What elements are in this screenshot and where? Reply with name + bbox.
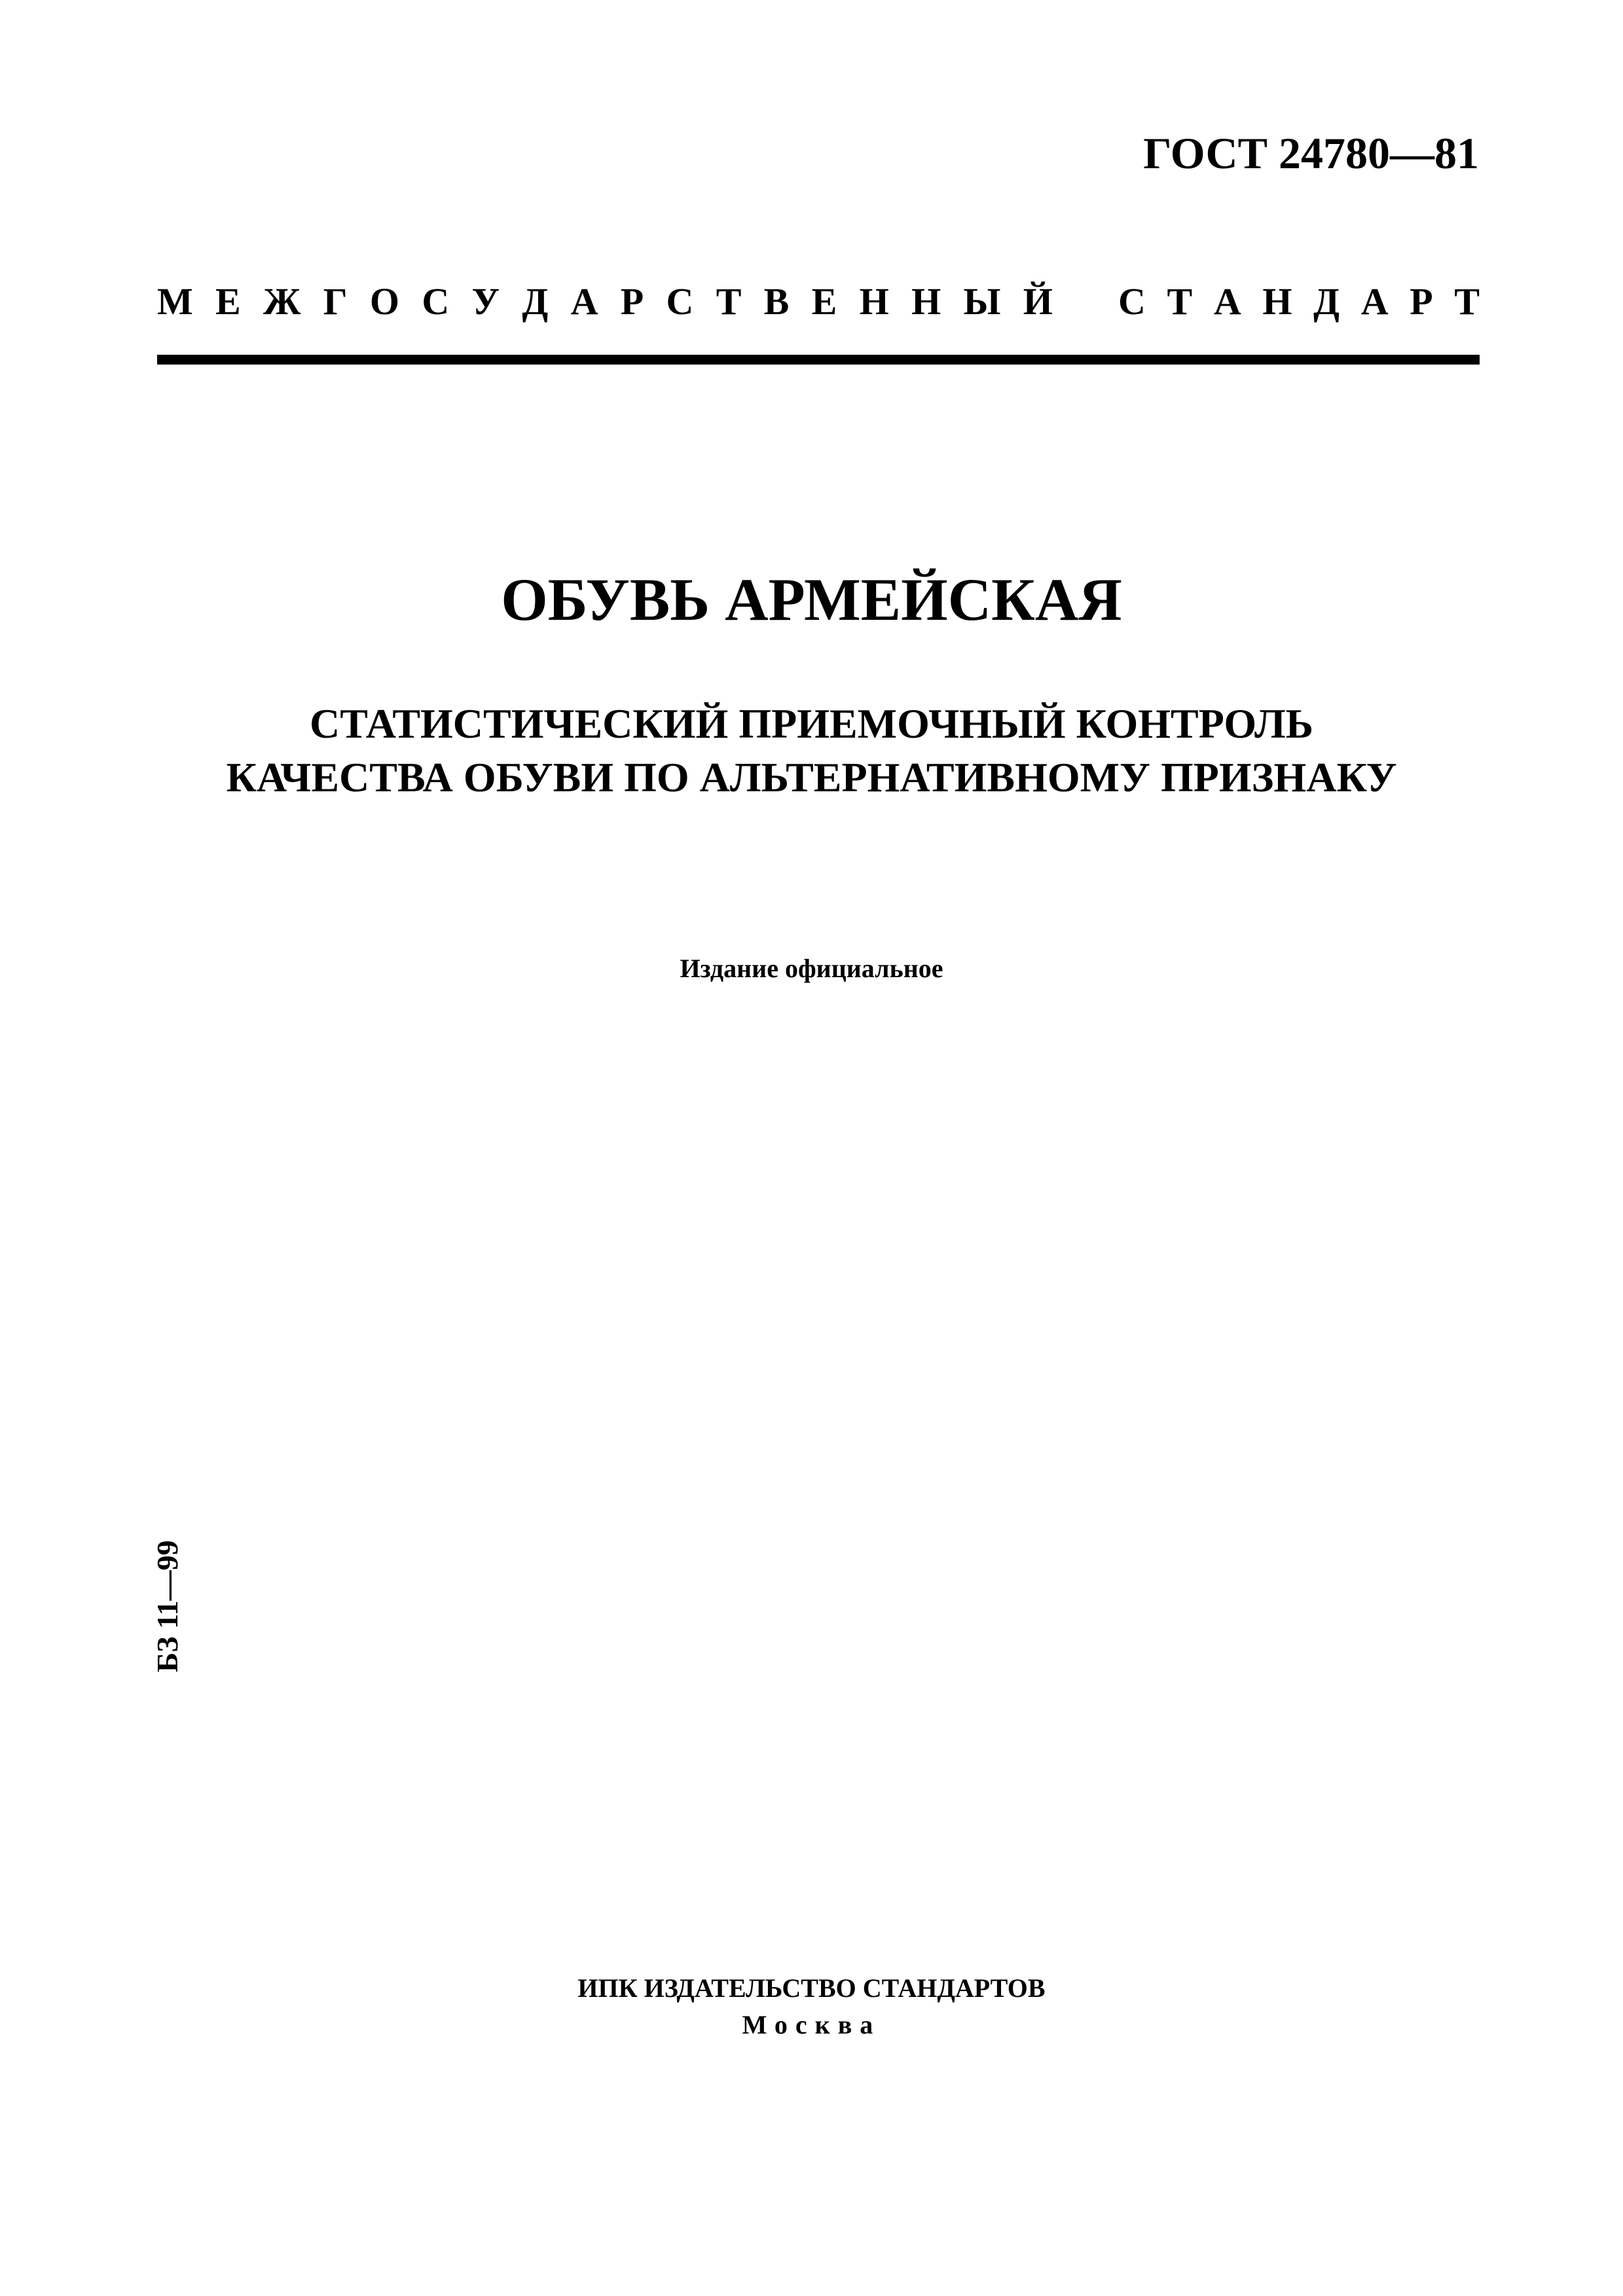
letter: Р (620, 280, 644, 323)
publisher-block (0, 1970, 1623, 2043)
letter: Е (811, 280, 837, 323)
letter: Н (911, 280, 941, 323)
letter: Ы (963, 280, 1001, 323)
letter: Т (1167, 280, 1193, 323)
standard-type-label (157, 280, 1480, 323)
letter: У (471, 280, 500, 323)
letter: Т (1454, 280, 1480, 323)
letter: Т (716, 280, 742, 323)
letter: Д (522, 280, 549, 323)
letter: А (1213, 280, 1241, 323)
subtitle-line: КАЧЕСТВА ОБУВИ ПО АЛЬТЕРНАТИВНОМУ ПРИЗНАКУ (226, 754, 1397, 800)
letter: М (157, 280, 193, 323)
letter: А (1360, 280, 1389, 323)
letter: Д (1313, 280, 1340, 323)
letter: С (666, 280, 694, 323)
document-title: ОБУВЬ АРМЕЙСКАЯ (501, 566, 1122, 633)
letter: О (369, 280, 400, 323)
publisher-city: Москва (742, 2010, 881, 2039)
edition-label: Издание официальное (680, 954, 943, 983)
publisher-name: ИПК ИЗДАТЕЛЬСТВО СТАНДАРТОВ (577, 1973, 1046, 2003)
side-code: БЗ 11—99 (151, 1540, 184, 1672)
letter: Н (859, 280, 889, 323)
letter: А (570, 280, 598, 323)
document-subtitle (0, 697, 1623, 804)
letter: С (422, 280, 450, 323)
letter: Р (1410, 280, 1433, 323)
standard-type-word-standard (1118, 280, 1480, 323)
standard-type-word-interstate (157, 280, 1053, 323)
letter: Й (1023, 280, 1053, 323)
header-rule (157, 355, 1480, 365)
letter: С (1118, 280, 1146, 323)
letter: В (763, 280, 790, 323)
letter: Г (323, 280, 348, 323)
letter: Н (1262, 280, 1292, 323)
subtitle-line: СТАТИСТИЧЕСКИЙ ПРИЕМОЧНЫЙ КОНТРОЛЬ (310, 700, 1313, 747)
gost-number: ГОСТ 24780—81 (1143, 128, 1479, 178)
letter: Е (215, 280, 241, 323)
letter: Ж (263, 280, 301, 323)
